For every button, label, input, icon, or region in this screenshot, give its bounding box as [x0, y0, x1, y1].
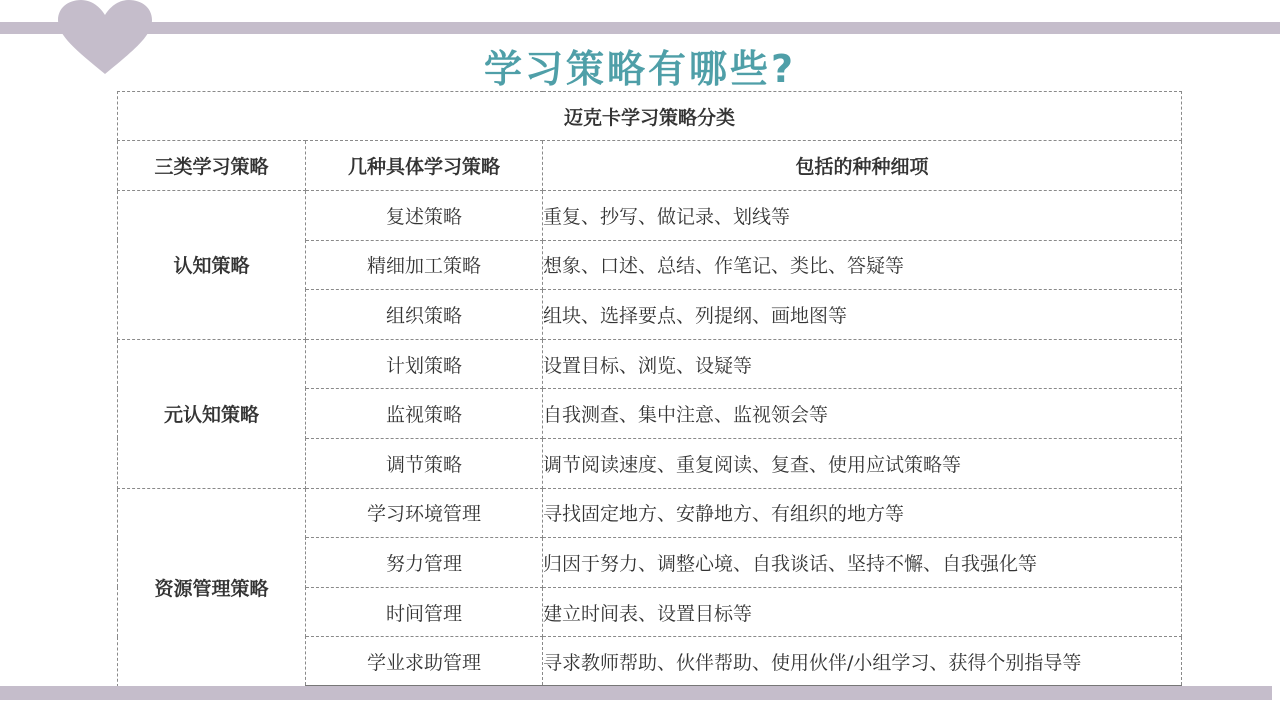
strategy-cell: 时间管理	[306, 587, 543, 637]
table-row	[118, 488, 1182, 538]
details-cell: 设置目标、浏览、设疑等	[543, 339, 1182, 389]
details-cell: 自我测查、集中注意、监视领会等	[543, 389, 1182, 439]
category-cell: 认知策略	[118, 191, 306, 340]
details-cell: 建立时间表、设置目标等	[543, 587, 1182, 637]
strategy-cell: 组织策略	[306, 290, 543, 340]
header-category: 三类学习策略	[118, 141, 306, 191]
details-cell: 调节阅读速度、重复阅读、复查、使用应试策略等	[543, 438, 1182, 488]
details-cell: 归因于努力、调整心境、自我谈话、坚持不懈、自我强化等	[543, 538, 1182, 588]
strategy-cell: 精细加工策略	[306, 240, 543, 290]
details-cell: 寻求教师帮助、伙伴帮助、使用伙伴/小组学习、获得个别指导等	[543, 637, 1182, 687]
details-cell: 寻找固定地方、安静地方、有组织的地方等	[543, 488, 1182, 538]
details-cell: 重复、抄写、做记录、划线等	[543, 191, 1182, 241]
strategy-table	[117, 91, 1182, 687]
table-caption-row	[118, 92, 1182, 141]
header-strategy: 几种具体学习策略	[306, 141, 543, 191]
bottom-decor-bar	[0, 686, 1272, 700]
strategy-cell: 监视策略	[306, 389, 543, 439]
details-cell: 组块、选择要点、列提纲、画地图等	[543, 290, 1182, 340]
table-row	[118, 191, 1182, 241]
strategy-cell: 调节策略	[306, 438, 543, 488]
header-details: 包括的种种细项	[543, 141, 1182, 191]
category-cell: 资源管理策略	[118, 488, 306, 686]
strategy-cell: 努力管理	[306, 538, 543, 588]
top-decor-bar	[0, 22, 1280, 34]
strategy-cell: 计划策略	[306, 339, 543, 389]
table-header-row	[118, 141, 1182, 191]
strategy-cell: 学习环境管理	[306, 488, 543, 538]
strategy-cell: 复述策略	[306, 191, 543, 241]
strategy-cell: 学业求助管理	[306, 637, 543, 687]
category-cell: 元认知策略	[118, 339, 306, 488]
table-caption: 迈克卡学习策略分类	[118, 92, 1182, 141]
details-cell: 想象、口述、总结、作笔记、类比、答疑等	[543, 240, 1182, 290]
table-row	[118, 339, 1182, 389]
page-title: 学习策略有哪些?	[483, 47, 797, 91]
